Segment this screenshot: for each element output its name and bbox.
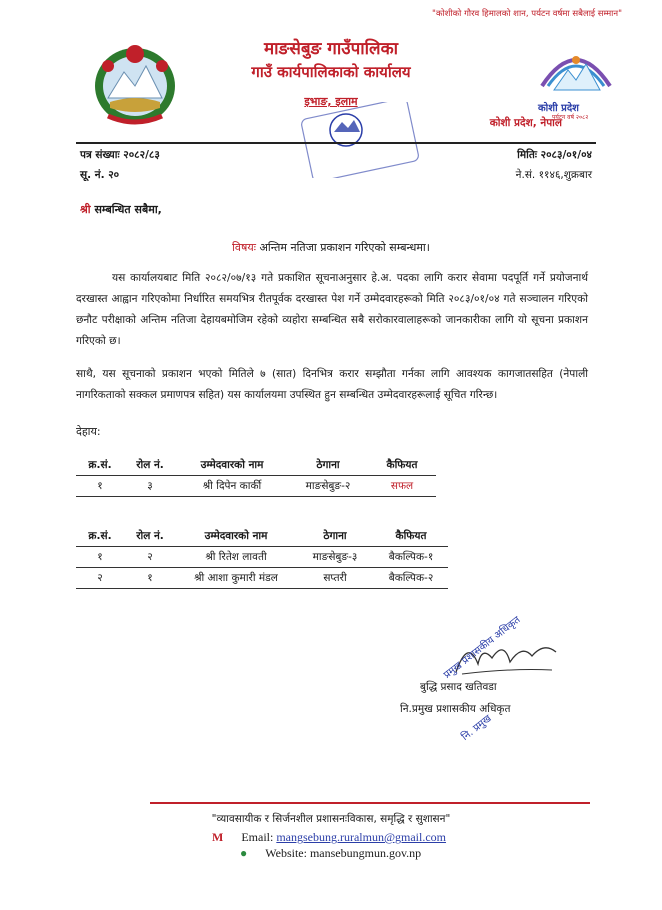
cell-sn: १	[76, 476, 124, 497]
email-label: Email:	[241, 830, 274, 844]
cell-address: माङसेबुङ-३	[296, 547, 374, 568]
officer-stamp-text: प्रमुख प्रशासकीय अधिकृत	[441, 614, 523, 682]
dispatch-number: सू. नं. २०	[80, 169, 120, 181]
table-header-row	[76, 455, 436, 476]
cell-name: श्री आशा कुमारी मंडल	[176, 568, 296, 589]
col-sn: क्र.सं.	[76, 526, 124, 547]
cell-name: श्री दिपेन कार्की	[176, 476, 288, 497]
footer-motto: "व्यावसायीक र सिर्जनशील प्रशासनःविकास, समृद्धि र सुशासन"	[211, 813, 451, 825]
globe-icon: ●	[240, 846, 248, 860]
col-roll: रोल नं.	[124, 526, 176, 547]
cell-remarks: बैकल्पिक-१	[374, 547, 448, 568]
subject-text: अन्तिम नतिजा प्रकाशन गरिएको सम्बन्धमा।	[255, 241, 430, 254]
cell-address: सप्तरी	[296, 568, 374, 589]
koshi-logo-text: कोशी प्रदेश	[538, 103, 579, 114]
addressee-text: सम्बन्धित सबैमा,	[90, 203, 162, 216]
cell-roll: १	[124, 568, 176, 589]
footer-website	[240, 846, 421, 861]
col-remarks: कैफियत	[368, 455, 436, 476]
cell-remarks: बैकल्पिक-२	[374, 568, 448, 589]
office-name: माङसेबुङ गाउँपालिका	[263, 39, 399, 59]
table-header-row	[76, 526, 448, 547]
col-address: ठेगाना	[288, 455, 368, 476]
cell-sn: १	[76, 547, 124, 568]
addressee	[80, 202, 162, 217]
result-table-selected	[76, 455, 436, 497]
office-title: गाउँ कार्यपालिकाको कार्यालय	[251, 63, 411, 81]
email-link[interactable]: mangsebung.ruralmun@gmail.com	[276, 830, 447, 844]
col-sn: क्र.सं.	[76, 455, 124, 476]
body-paragraph-2: साथै, यस सूचनाको प्रकाशन भएको मितिले ७ (सात) दिनभित्र करार सम्झौता गर्नका लागि आवश्यक कागजातसहित (नेपाली नागरिकताको सक्कल प्रमाणपत्र सहित) यस कार्यालयमा उपस्थित हुन सम्बन्धित उम्मेदवारहरूलाई सूचित गरिन्छ।	[76, 368, 588, 401]
col-address: ठेगाना	[296, 526, 374, 547]
mail-icon: M	[212, 830, 224, 844]
nepal-sambat-date: ने.सं. ११४६,शुक्रबार	[515, 169, 592, 181]
province: कोशी प्रदेश, नेपाल	[489, 117, 562, 129]
footer-email	[212, 830, 446, 845]
officer-stamp-text-2: नि. प्रमुख	[459, 713, 494, 744]
cell-roll: २	[124, 547, 176, 568]
footer-divider	[150, 802, 590, 804]
cell-roll: ३	[124, 476, 176, 497]
subject-label: विषयः	[232, 241, 256, 254]
signatory-designation: नि.प्रमुख प्रशासकीय अधिकृत	[400, 703, 511, 715]
website-link[interactable]: mansebungmun.gov.np	[309, 846, 422, 860]
tagline: "कोशीको गौरव हिमालको शान, पर्यटन वर्षमा सबैलाई सम्मान"	[432, 9, 622, 19]
col-name: उम्मेदवारको नाम	[176, 526, 296, 547]
table-row	[76, 476, 436, 497]
signatory-name: बुद्धि प्रसाद खतिवडा	[420, 681, 497, 693]
result-table-alternate	[76, 526, 448, 589]
table-row	[76, 547, 448, 568]
cell-address: माङसेबुङ-२	[288, 476, 368, 497]
office-address: इभाङ, इलाम	[304, 95, 358, 108]
cell-name: श्री रितेश लावती	[176, 547, 296, 568]
col-remarks: कैफियत	[374, 526, 448, 547]
addressee-honorific: श्री	[80, 203, 91, 216]
subject-line	[0, 240, 662, 255]
office-stamp	[300, 102, 420, 178]
header-divider	[76, 142, 596, 144]
table-row	[76, 568, 448, 589]
col-roll: रोल नं.	[124, 455, 176, 476]
appendix-label: देहाय:	[76, 425, 101, 438]
letter-number: पत्र संख्याः २०८२/८३	[80, 149, 160, 161]
website-label: Website:	[265, 846, 307, 860]
body-paragraph-1: यस कार्यालयबाट मिति २०८२/०७/१३ गते प्रकाशित सूचनाअनुसार हे.अ. पदका लागि करार सेवामा पदपूर्ति गर्ने प्रयोजनार्थ दरखास्त आह्वान गरिएकोमा निर्धारित समयभित्र रीतपूर्वक दरखास्त पेश गर्ने उम्मेदवारहरूको मिति २०८३/०१/०४ गते सञ्चालन गरिएको छनौट परीक्षाको अन्तिम नतिजा देहायबमोजिम रहेको व्यहोरा सम्बन्धित सबै सरोकारवालाहरूको जानकारीका लागि यो सूचना प्रकाशन गरिएको छ।	[76, 272, 588, 347]
letter-date: मितिः २०८३/०१/०४	[517, 149, 592, 161]
col-name: उम्मेदवारको नाम	[176, 455, 288, 476]
cell-remarks: सफल	[368, 476, 436, 497]
cell-sn: २	[76, 568, 124, 589]
koshi-logo-subtext: पर्यटन वर्ष २०८२	[552, 114, 589, 121]
